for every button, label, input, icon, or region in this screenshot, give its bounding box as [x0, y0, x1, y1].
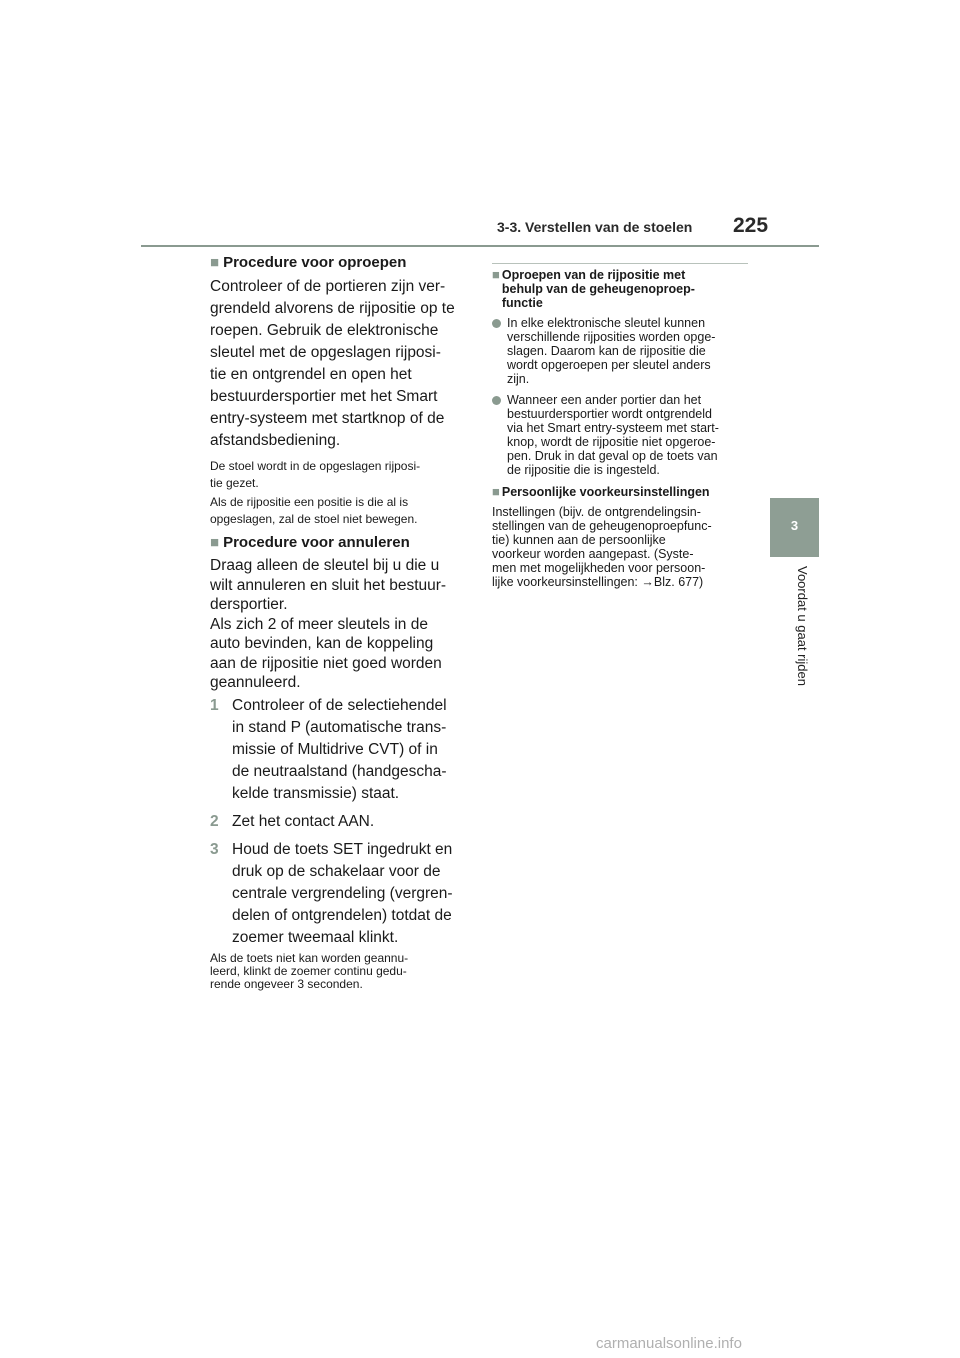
round-bullet-icon [492, 319, 501, 328]
step-line: zoemer tweemaal klinkt. [232, 928, 399, 946]
step-line: druk op de schakelaar voor de [232, 862, 441, 880]
text-line: bestuurdersportier met het Smart [210, 388, 438, 405]
text-line: stellingen van de geheugenoproepfunc- [492, 519, 712, 533]
step-2 [210, 811, 472, 833]
step-line: missie of Multidrive CVT) of in [232, 740, 438, 758]
section-divider [492, 263, 748, 264]
bullet-line: via het Smart entry-systeem met start- [507, 421, 719, 435]
bullet-line: Wanneer een ander portier dan het [507, 393, 702, 407]
text-line: Controleer of de portieren zijn ver- [210, 278, 446, 295]
chapter-number: 3 [790, 518, 799, 533]
step-number: 2 [210, 812, 219, 830]
heading-line: Oproepen van de rijpositie met [501, 268, 686, 282]
note-line: De stoel wordt in de opgeslagen rijposi- [210, 459, 421, 473]
step-line: Houd de toets SET ingedrukt en [232, 840, 453, 858]
text-line: entry-systeem met startknop of de [210, 410, 445, 427]
text-line: dersportier. [210, 596, 288, 613]
text-line: voorkeur worden aangepast. (Syste- [492, 547, 694, 561]
text-line: Als zich 2 of meer sleutels in de [210, 615, 428, 633]
bullet-item [492, 393, 754, 477]
text-line: geannuleerd. [210, 674, 301, 691]
text-line: lijke voorkeursinstellingen: →Blz. 677) [492, 575, 704, 589]
text-line: tie) kunnen aan de persoonlijke [492, 533, 666, 547]
step-line: Controleer of de selectiehendel [232, 696, 447, 714]
para-oproepen [210, 276, 472, 452]
bullet-line: de rijpositie die is ingesteld. [507, 463, 660, 477]
bullet-line: pen. Druk in dat geval op de toets van [507, 449, 718, 463]
text-line: men met mogelijkheden voor persoon- [492, 561, 706, 575]
step-3 [210, 839, 472, 949]
text-line: roepen. Gebruik de elektronische [210, 322, 439, 339]
watermark-text: carmanualsonline.info [596, 1335, 742, 1352]
bullet-line: In elke elektronische sleutel kunnen [507, 316, 706, 330]
step-line: de neutraalstand (handgescha- [232, 762, 447, 780]
step-1 [210, 695, 472, 805]
heading-line: behulp van de geheugenoproep- [501, 282, 695, 296]
right-column [492, 263, 754, 589]
header-divider [141, 245, 819, 247]
step-line: kelde transmissie) staat. [232, 784, 400, 802]
heading-geheugenoproep [492, 268, 754, 310]
text-line: auto bevinden, kan de koppeling [210, 635, 434, 652]
step-line: centrale vergrendeling (vergren- [232, 884, 453, 902]
section-title: 3-3. Verstellen van de stoelen [497, 219, 693, 235]
text-line: aan de rijpositie niet goed worden [210, 654, 442, 672]
text-line: Draag alleen de sleutel bij u die u [210, 557, 440, 574]
round-bullet-icon [492, 396, 501, 405]
note-annuleren [210, 952, 472, 991]
note-line: Als de toets niet kan worden geannu- [210, 950, 409, 965]
text-line: wilt annuleren en sluit het bestuur- [210, 576, 447, 594]
left-column [210, 253, 472, 991]
bullet-line: zijn. [507, 372, 530, 386]
step-line: Zet het contact AAN. [232, 812, 375, 830]
note-line: rende ongeveer 3 seconden. [210, 976, 363, 991]
para-annuleren [210, 556, 472, 693]
heading-voorkeur: ■ Persoonlijke voorkeursinstellingen [492, 484, 710, 499]
bullet-line: knop, wordt de rijpositie niet opgeroe- [507, 435, 716, 449]
note-line: Als de rijpositie een positie is die al is [210, 495, 409, 509]
text-line: grendeld alvorens de rijpositie op te [210, 300, 455, 317]
text-line: Instellingen (bijv. de ontgrendelingsin- [492, 505, 701, 519]
chapter-label: Voordat u gaat rijden [795, 566, 810, 686]
bullet-line: bestuurdersportier wordt ontgrendeld [507, 407, 712, 421]
step-line: in stand P (automatische trans- [232, 718, 447, 736]
heading-annuleren: ■ Procedure voor annuleren [210, 534, 410, 551]
heading-oproepen: ■ Procedure voor oproepen [210, 254, 407, 271]
note-line: leerd, klinkt de zoemer continu gedu- [210, 963, 407, 978]
bullet-item [492, 316, 754, 386]
square-bullet-icon: ■ [210, 534, 220, 551]
note-line: tie gezet. [210, 475, 259, 490]
text-line: afstandsbediening. [210, 432, 341, 449]
text-line: tie en ontgrendel en open het [210, 366, 412, 383]
square-bullet-icon: ■ [492, 484, 500, 499]
text-line: sleutel met de opgeslagen rijposi- [210, 344, 441, 361]
page-number: 225 [733, 214, 769, 237]
note-line: opgeslagen, zal de stoel niet bewegen. [210, 511, 418, 526]
square-bullet-icon: ■ [210, 254, 220, 271]
para-voorkeur [492, 505, 754, 589]
heading-line: functie [501, 296, 543, 310]
bullet-line: slagen. Daarom kan de rijpositie die [507, 344, 706, 358]
bullet-line: verschillende rijposities worden opge- [507, 330, 716, 344]
step-line: delen of ontgrendelen) totdat de [232, 906, 452, 924]
note-oproepen [210, 458, 472, 527]
step-number: 1 [210, 696, 219, 714]
step-number: 3 [210, 840, 219, 858]
bullet-line: wordt opgeroepen per sleutel anders [507, 358, 711, 372]
square-bullet-icon: ■ [492, 267, 500, 282]
